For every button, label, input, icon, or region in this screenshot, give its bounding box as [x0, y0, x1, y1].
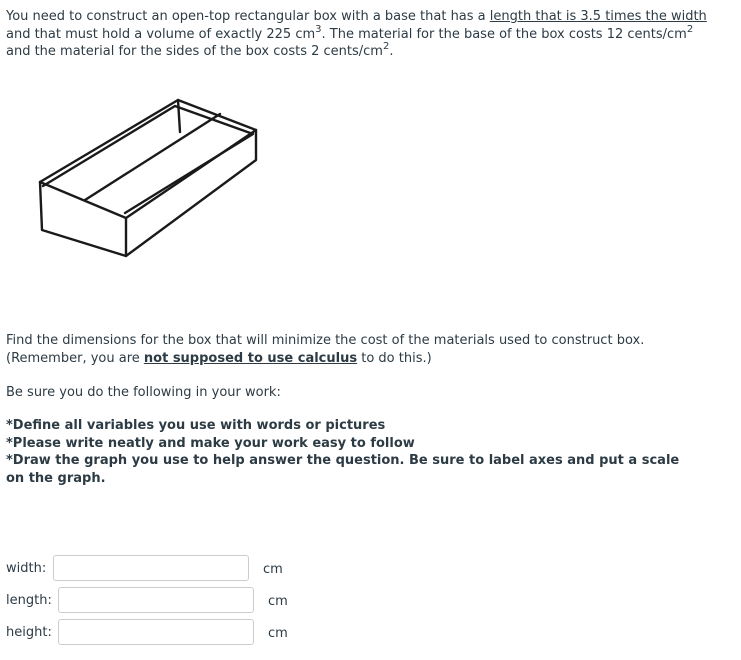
problem-intro — [6, 8, 707, 61]
width-input[interactable] — [53, 555, 249, 581]
intro-text-2: and that must hold a volume of exactly 225 cm — [6, 26, 316, 42]
open-box-sketch — [30, 90, 270, 265]
task-line-2b: to do this.) — [357, 350, 432, 366]
height-unit: cm — [268, 626, 288, 641]
length-width-ratio-text: length that is 3.5 times the width — [489, 9, 707, 24]
task-line-1: Find the dimensions for the box that will minimize the cost of the materials used to construct box. — [6, 333, 645, 348]
task-text — [6, 332, 644, 367]
intro-text-3: and the material for the sides of the box costs 2 cents/cm — [6, 44, 383, 59]
height-input[interactable] — [58, 619, 254, 645]
height-label: height: — [6, 625, 52, 640]
instruction-item: *Draw the graph you use to help answer the question. Be sure to label axes and put a scale on the graph. — [6, 453, 680, 486]
no-calculus-note: not supposed to use calculus — [143, 350, 358, 366]
intro-sup-1: 3 — [315, 23, 322, 35]
width-unit: cm — [263, 562, 283, 577]
instructions-list — [6, 417, 686, 487]
intro-text-3b: . — [389, 44, 394, 59]
intro-sup-3: 2 — [382, 41, 390, 52]
length-unit: cm — [268, 594, 288, 609]
task-line-2a: (Remember, you are — [6, 350, 144, 366]
intro-text-1: You need to construct an open-top rectangular box with a base that has a — [6, 9, 490, 24]
intro-sup-2: 2 — [686, 23, 694, 35]
instructions-lead: Be sure you do the following in your work: — [6, 385, 281, 400]
length-label: length: — [6, 593, 52, 608]
length-input[interactable] — [58, 587, 254, 613]
width-label: width: — [6, 561, 47, 576]
instruction-item: *Define all variables you use with words or pictures — [6, 418, 386, 433]
intro-text-2b: . The material for the base of the box costs 12 cents/cm — [321, 26, 687, 42]
instruction-item: *Please write neatly and make your work easy to follow — [6, 435, 415, 451]
